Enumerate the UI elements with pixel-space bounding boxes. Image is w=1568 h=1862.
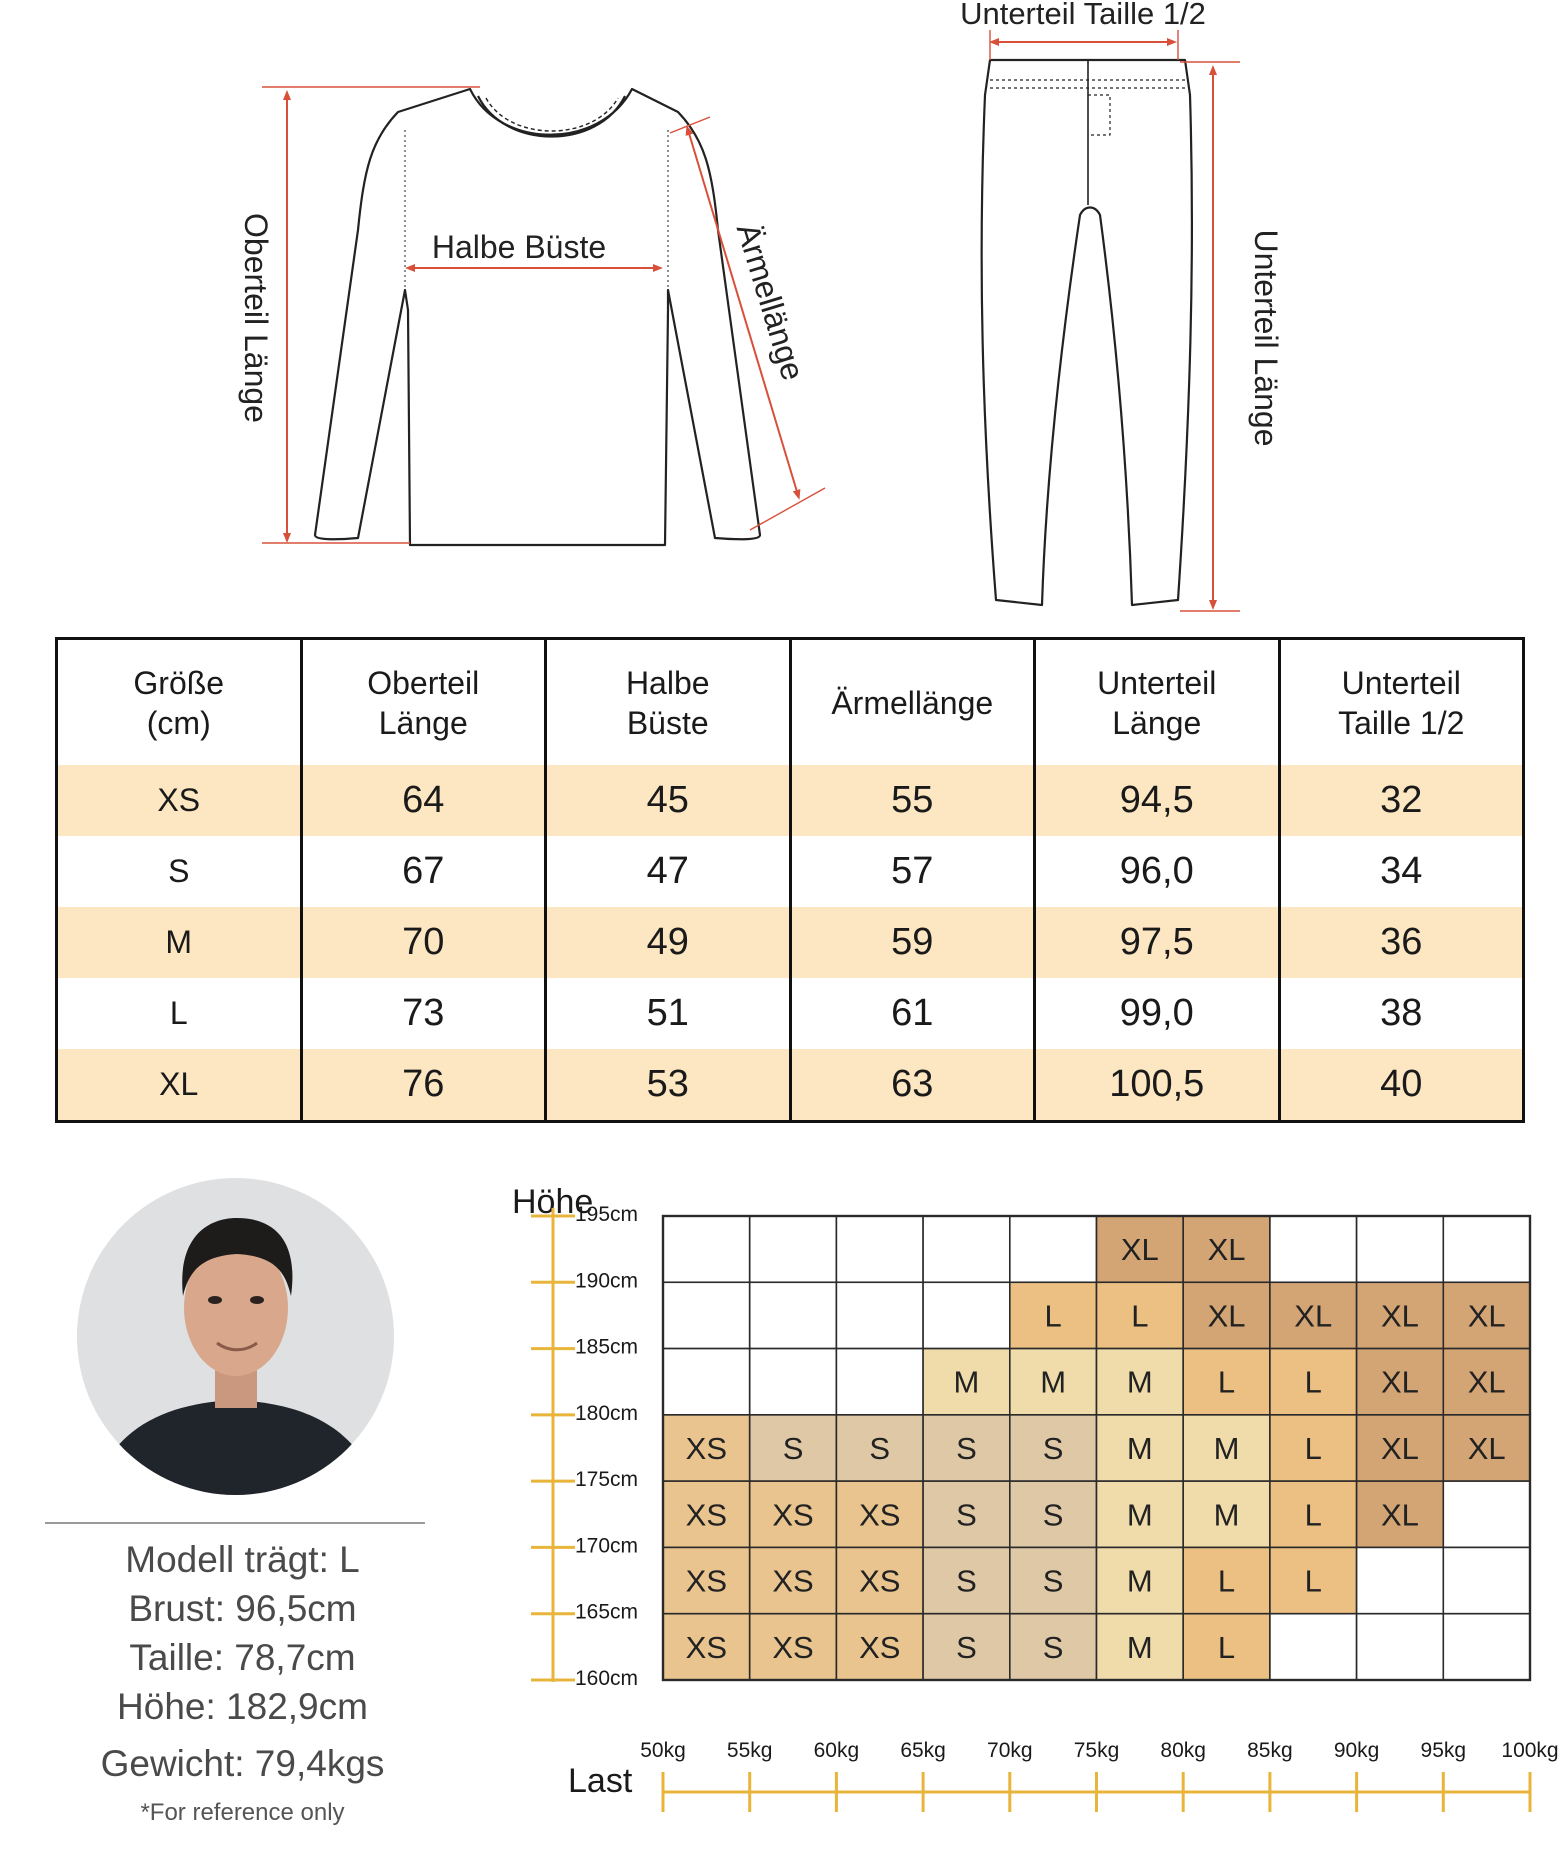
table-cell: 45 — [546, 765, 791, 836]
table-row — [57, 907, 1524, 978]
chart-cell — [1270, 1614, 1357, 1680]
chart-cell-label: XL — [1120, 1232, 1159, 1268]
chart-cell — [750, 1282, 837, 1348]
x-tick-label: 55kg — [726, 1739, 773, 1762]
model-height: Höhe: 182,9cm — [117, 1686, 368, 1727]
chart-cell-label: M — [1126, 1497, 1153, 1533]
chart-cell-label: XS — [772, 1629, 814, 1665]
chart-cell — [1357, 1216, 1444, 1282]
header-bottom-length: Unterteil Länge — [1035, 639, 1280, 766]
pants-outline — [982, 60, 1192, 605]
table-cell: 36 — [1279, 907, 1524, 978]
table-cell: 64 — [301, 765, 546, 836]
chart-cell-label: XL — [1207, 1298, 1246, 1334]
chart-cell-label: L — [1304, 1563, 1322, 1599]
table-row — [57, 978, 1524, 1049]
table-cell-size: L — [57, 978, 302, 1049]
table-cell: 61 — [790, 978, 1035, 1049]
chart-cell-label: XS — [859, 1629, 901, 1665]
chart-cell-label: XL — [1467, 1298, 1506, 1334]
header-bottom-waist: Unterteil Taille 1/2 — [1279, 639, 1524, 766]
y-tick-label: 160cm — [575, 1667, 639, 1690]
table-cell: 34 — [1279, 836, 1524, 907]
chart-cell-label: M — [953, 1364, 980, 1400]
x-tick-label: 65kg — [900, 1739, 946, 1762]
y-tick-label: 165cm — [575, 1600, 639, 1624]
garment-diagram — [0, 0, 1568, 620]
chart-cell-label: XS — [685, 1431, 728, 1466]
chart-cell-label: XS — [772, 1563, 814, 1599]
table-cell: 38 — [1279, 978, 1524, 1049]
table-cell: 53 — [546, 1049, 791, 1122]
label-bottom-length: Unterteil Länge — [1248, 229, 1284, 447]
x-tick-label: 70kg — [987, 1739, 1033, 1762]
chart-cell-label: XS — [685, 1563, 728, 1599]
x-tick-label: 95kg — [1420, 1739, 1467, 1762]
model-note: *For reference only — [140, 1799, 345, 1826]
chart-cell-label: S — [782, 1431, 804, 1466]
table-cell: 97,5 — [1035, 907, 1280, 978]
table-cell: 96,0 — [1035, 836, 1280, 907]
model-weight: Gewicht: 79,4kgs — [100, 1743, 385, 1784]
chart-cell — [1270, 1216, 1357, 1282]
chart-cell-label: XL — [1380, 1497, 1419, 1533]
chart-cell-label: M — [1126, 1629, 1153, 1665]
chart-cell-label: L — [1131, 1298, 1149, 1334]
model-size: Modell trägt: L — [125, 1539, 360, 1580]
x-tick-label: 75kg — [1073, 1739, 1120, 1762]
chart-cell-label: XL — [1207, 1232, 1246, 1268]
chart-cell — [663, 1349, 750, 1415]
chart-cell-label: S — [1042, 1629, 1064, 1665]
table-cell: 67 — [301, 836, 546, 907]
chart-cell-label: S — [1042, 1497, 1064, 1533]
table-cell: 100,5 — [1035, 1049, 1280, 1122]
table-cell-size: S — [57, 836, 302, 907]
label-half-bust: Halbe Büste — [431, 229, 607, 265]
chart-cell-label: S — [869, 1431, 891, 1466]
shirt-outline — [315, 89, 760, 545]
table-cell-size: M — [57, 907, 302, 978]
y-tick-label: 175cm — [575, 1468, 639, 1492]
x-tick-label: 60kg — [813, 1739, 860, 1762]
y-tick-label: 180cm — [575, 1401, 639, 1425]
chart-cell-label: M — [1040, 1364, 1067, 1400]
chart-cell-label: M — [1126, 1563, 1153, 1599]
table-row — [57, 765, 1524, 836]
table-cell: 70 — [301, 907, 546, 978]
table-cell: 73 — [301, 978, 546, 1049]
chart-cell — [923, 1282, 1010, 1348]
chart-cell-label: L — [1304, 1431, 1322, 1466]
chart-cell-label: M — [1213, 1431, 1240, 1466]
chart-cell-label: S — [956, 1629, 977, 1665]
chart-cell-label: XS — [685, 1497, 728, 1533]
table-cell: 63 — [790, 1049, 1035, 1122]
table-cell-size: XL — [57, 1049, 302, 1122]
header-sleeve-length: Ärmellänge — [790, 639, 1035, 766]
chart-cell-label: S — [956, 1497, 977, 1533]
y-tick-label: 170cm — [575, 1534, 639, 1558]
label-top-length: Oberteil Länge — [238, 213, 274, 423]
table-cell: 55 — [790, 765, 1035, 836]
header-half-bust: Halbe Büste — [546, 639, 791, 766]
chart-cell-label: XL — [1380, 1431, 1419, 1466]
x-tick-label: 50kg — [640, 1739, 686, 1762]
size-table-header — [57, 639, 1524, 766]
chart-cell-label: M — [1213, 1497, 1240, 1533]
x-tick-label: 90kg — [1333, 1739, 1380, 1762]
chart-ylabel: Höhe — [512, 1183, 594, 1221]
table-row — [57, 836, 1524, 907]
chart-cell-label: S — [1042, 1563, 1064, 1599]
chart-cell-label: S — [956, 1431, 977, 1466]
chart-cell — [750, 1349, 837, 1415]
chart-cell-label: L — [1304, 1497, 1322, 1533]
table-cell: 76 — [301, 1049, 546, 1122]
chart-cell — [836, 1216, 923, 1282]
chart-cell-label: L — [1217, 1629, 1236, 1665]
model-waist: Taille: 78,7cm — [129, 1637, 356, 1678]
chart-cell — [1443, 1216, 1530, 1282]
y-tick-label: 190cm — [575, 1269, 639, 1293]
x-tick-label: 80kg — [1160, 1739, 1206, 1762]
table-cell: 99,0 — [1035, 978, 1280, 1049]
chart-cell — [923, 1216, 1010, 1282]
table-cell-size: XS — [57, 765, 302, 836]
label-bottom-waist: Unterteil Taille 1/2 — [960, 0, 1206, 31]
chart-cell — [663, 1216, 750, 1282]
chart-cell-label: L — [1044, 1298, 1062, 1334]
chart-cell-label: XL — [1380, 1364, 1419, 1400]
chart-cell-label: XL — [1467, 1431, 1506, 1466]
table-cell: 59 — [790, 907, 1035, 978]
chart-cell — [1357, 1547, 1444, 1613]
size-table — [55, 637, 1525, 1123]
chart-cell — [663, 1282, 750, 1348]
header-top-length: Oberteil Länge — [301, 639, 546, 766]
chart-cell — [1443, 1481, 1530, 1547]
height-weight-chart — [0, 1162, 1568, 1862]
table-cell: 51 — [546, 978, 791, 1049]
y-tick-label: 185cm — [575, 1335, 639, 1359]
chart-cell — [836, 1282, 923, 1348]
label-sleeve-length: Ärmellänge — [729, 219, 812, 385]
chart-cell-label: S — [1042, 1431, 1064, 1466]
table-cell: 49 — [546, 907, 791, 978]
chart-cell — [1010, 1216, 1097, 1282]
chart-cell-label: L — [1217, 1364, 1236, 1400]
x-tick-label: 85kg — [1247, 1739, 1293, 1762]
table-row — [57, 1049, 1524, 1122]
chart-cell-label: M — [1126, 1431, 1153, 1466]
chart-xlabel: Last — [568, 1762, 633, 1800]
table-cell: 94,5 — [1035, 765, 1280, 836]
chart-cell-label: XS — [859, 1497, 901, 1533]
chart-cell-label: S — [956, 1563, 977, 1599]
chart-cell-label: XL — [1467, 1364, 1506, 1400]
chart-cell-label: XS — [772, 1497, 814, 1533]
chart-cell — [836, 1349, 923, 1415]
chart-cell-label: L — [1304, 1364, 1322, 1400]
y-tick-label: 195cm — [575, 1203, 639, 1226]
chart-cell-label: M — [1126, 1364, 1153, 1400]
header-size: Größe (cm) — [57, 639, 302, 766]
table-cell: 32 — [1279, 765, 1524, 836]
table-cell: 47 — [546, 836, 791, 907]
chart-cell — [750, 1216, 837, 1282]
chart-cell — [1443, 1547, 1530, 1613]
x-tick-label: 100kg — [1501, 1739, 1559, 1762]
model-chest: Brust: 96,5cm — [128, 1588, 357, 1629]
chart-cell-label: XL — [1294, 1298, 1333, 1334]
table-cell: 40 — [1279, 1049, 1524, 1122]
table-cell: 57 — [790, 836, 1035, 907]
chart-cell-label: XS — [859, 1563, 901, 1599]
chart-cell-label: L — [1217, 1563, 1236, 1599]
chart-cell — [1443, 1614, 1530, 1680]
chart-cell — [1357, 1614, 1444, 1680]
chart-cell-label: XL — [1380, 1298, 1419, 1334]
chart-cell-label: XS — [685, 1629, 728, 1665]
